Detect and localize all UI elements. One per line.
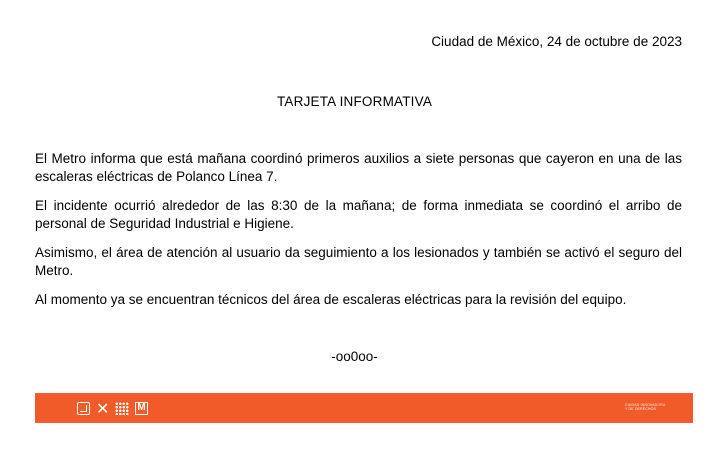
x-logo-icon: ✕ bbox=[96, 398, 110, 418]
document-title: TARJETA INFORMATIVA bbox=[276, 94, 433, 109]
paragraph-3: Asimismo, el área de atención al usuario da seguimiento a los lesionados y también se activó el seguro del Metro. bbox=[35, 245, 682, 278]
document-body bbox=[35, 150, 682, 320]
document-date: Ciudad de México, 24 de octubre de 2023 bbox=[431, 34, 682, 49]
tagline-line-1: CIUDAD INNOVADORA bbox=[625, 403, 666, 407]
metro-logo-icon: M bbox=[135, 402, 148, 415]
closing-mark: -oo0oo- bbox=[331, 349, 378, 364]
footer-logos bbox=[77, 400, 154, 416]
paragraph-2: El incidente ocurrió alrededor de las 8:30 de la mañana; de forma inmediata se coordinó el arribo de personal de Seguridad Industrial e Higiene. bbox=[35, 198, 682, 231]
tagline-line-2: Y DE DERECHOS bbox=[625, 407, 656, 412]
cdmx-logo-icon bbox=[77, 402, 90, 415]
footer-bar bbox=[35, 393, 693, 423]
paragraph-1: El Metro informa que está mañana coordinó primeros auxilios a siete personas que cayeron en una de las escaleras eléctricas de Polanco Línea 7. bbox=[35, 151, 682, 184]
grid-logo-icon bbox=[115, 402, 129, 415]
paragraph-4: Al momento ya se encuentran técnicos del área de escaleras eléctricas para la revisión del equipo. bbox=[35, 292, 627, 307]
footer-tagline bbox=[625, 403, 669, 412]
